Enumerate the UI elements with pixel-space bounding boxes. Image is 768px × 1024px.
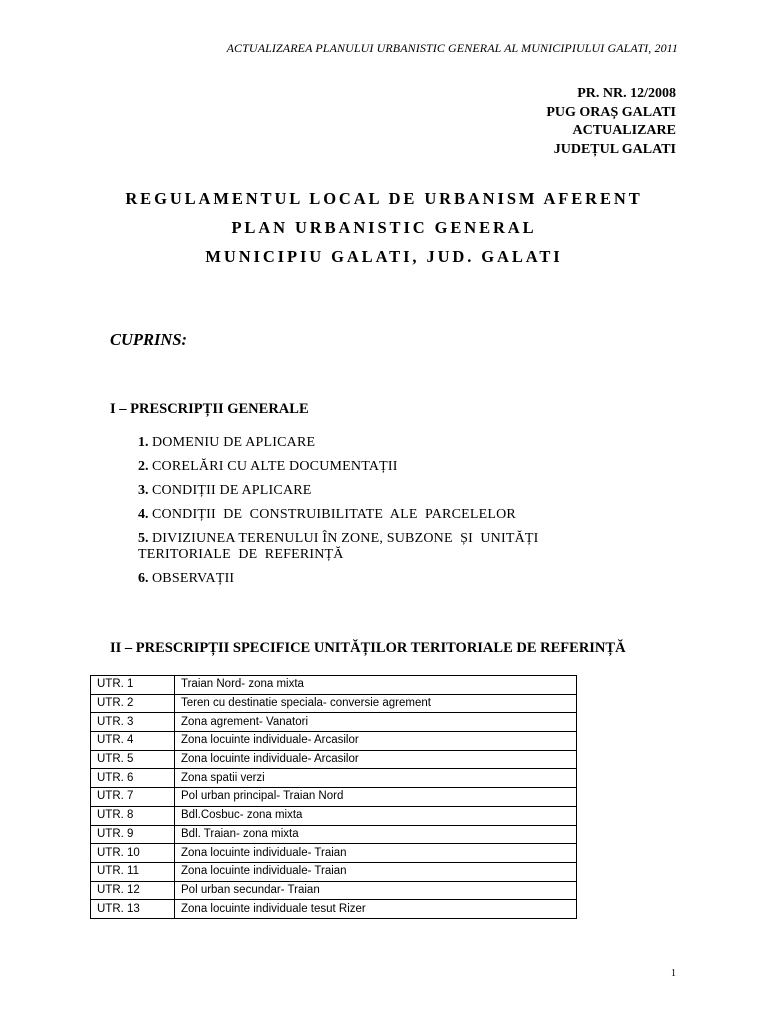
- utr-description-cell: Pol urban principal- Traian Nord: [175, 788, 577, 807]
- utr-code-cell: UTR. 8: [91, 806, 175, 825]
- utr-code-cell: UTR. 11: [91, 862, 175, 881]
- title-line: MUNICIPIU GALATI, JUD. GALATI: [205, 247, 563, 266]
- section-1-heading: I – PRESCRIPȚII GENERALE: [110, 401, 309, 417]
- document-title: [0, 184, 768, 271]
- utr-code-cell: UTR. 7: [91, 788, 175, 807]
- table-row: [91, 862, 577, 881]
- utr-description-cell: Zona spatii verzi: [175, 769, 577, 788]
- project-number: PR. NR. 12/2008: [577, 86, 676, 101]
- utr-description-cell: Zona agrement- Vanatori: [175, 713, 577, 732]
- toc-item-number: 2.: [138, 459, 149, 474]
- utr-description-cell: Pol urban secundar- Traian: [175, 881, 577, 900]
- toc-item-text: DIVIZIUNEA TERENULUI ÎN ZONE, SUBZONE ȘI UNITĂȚI: [152, 531, 539, 546]
- project-name: PUG ORAȘ GALATI: [546, 104, 676, 120]
- table-of-contents: [138, 435, 539, 595]
- utr-table: [90, 675, 577, 919]
- toc-item: [138, 459, 539, 475]
- contents-label: CUPRINS:: [110, 330, 188, 349]
- toc-item-text: CORELĂRI CU ALTE DOCUMENTAȚII: [152, 459, 398, 474]
- page-number: 1: [671, 968, 676, 979]
- table-row: [91, 806, 577, 825]
- toc-item: [138, 435, 539, 451]
- toc-item-text: OBSERVAȚII: [152, 571, 235, 586]
- toc-item-number: 4.: [138, 507, 149, 522]
- utr-code-cell: UTR. 9: [91, 825, 175, 844]
- utr-code-cell: UTR. 13: [91, 900, 175, 919]
- toc-item: [138, 531, 539, 563]
- utr-description-cell: Bdl.Cosbuc- zona mixta: [175, 806, 577, 825]
- table-row: [91, 881, 577, 900]
- utr-table-body: [91, 676, 577, 919]
- utr-code-cell: UTR. 5: [91, 750, 175, 769]
- utr-code-cell: UTR. 10: [91, 844, 175, 863]
- utr-description-cell: Zona locuinte individuale- Arcasilor: [175, 750, 577, 769]
- utr-code-cell: UTR. 3: [91, 713, 175, 732]
- table-row: [91, 694, 577, 713]
- project-info-block: [546, 85, 676, 159]
- utr-code-cell: UTR. 12: [91, 881, 175, 900]
- utr-code-cell: UTR. 2: [91, 694, 175, 713]
- toc-item-number: 5.: [138, 531, 149, 546]
- project-county: JUDEȚUL GALATI: [553, 141, 676, 157]
- section-2-heading: II – PRESCRIPȚII SPECIFICE UNITĂȚILOR TERITORIALE DE REFERINȚĂ: [110, 640, 626, 656]
- toc-item-number: 3.: [138, 483, 149, 498]
- utr-description-cell: Bdl. Traian- zona mixta: [175, 825, 577, 844]
- toc-item-number: 1.: [138, 435, 149, 450]
- utr-description-cell: Zona locuinte individuale- Traian: [175, 844, 577, 863]
- toc-item-text: CONDIȚII DE CONSTRUIBILITATE ALE PARCELELOR: [152, 507, 516, 522]
- toc-item: [138, 571, 539, 587]
- table-row: [91, 825, 577, 844]
- toc-item-text: CONDIȚII DE APLICARE: [152, 483, 312, 498]
- utr-code-cell: UTR. 6: [91, 769, 175, 788]
- project-phase: ACTUALIZARE: [572, 123, 676, 138]
- utr-description-cell: Zona locuinte individuale- Traian: [175, 862, 577, 881]
- utr-code-cell: UTR. 4: [91, 732, 175, 751]
- title-line: PLAN URBANISTIC GENERAL: [231, 218, 537, 237]
- utr-description-cell: Zona locuinte individuale- Arcasilor: [175, 732, 577, 751]
- table-row: [91, 769, 577, 788]
- table-row: [91, 750, 577, 769]
- toc-item-number: 6.: [138, 571, 149, 586]
- toc-item: [138, 483, 539, 499]
- utr-description-cell: Zona locuinte individuale tesut Rizer: [175, 900, 577, 919]
- utr-description-cell: Teren cu destinatie speciala- conversie agrement: [175, 694, 577, 713]
- toc-item-text: DOMENIU DE APLICARE: [152, 435, 316, 450]
- utr-code-cell: UTR. 1: [91, 676, 175, 695]
- table-row: [91, 900, 577, 919]
- running-header: ACTUALIZAREA PLANULUI URBANISTIC GENERAL AL MUNICIPIULUI GALATI, 2011: [226, 41, 678, 55]
- table-row: [91, 676, 577, 695]
- title-line: REGULAMENTUL LOCAL DE URBANISM AFERENT: [125, 189, 643, 208]
- table-row: [91, 844, 577, 863]
- table-row: [91, 788, 577, 807]
- toc-item-text-continued: TERITORIALE DE REFERINȚĂ: [138, 547, 344, 562]
- table-row: [91, 732, 577, 751]
- table-row: [91, 713, 577, 732]
- utr-description-cell: Traian Nord- zona mixta: [175, 676, 577, 695]
- toc-item: [138, 507, 539, 523]
